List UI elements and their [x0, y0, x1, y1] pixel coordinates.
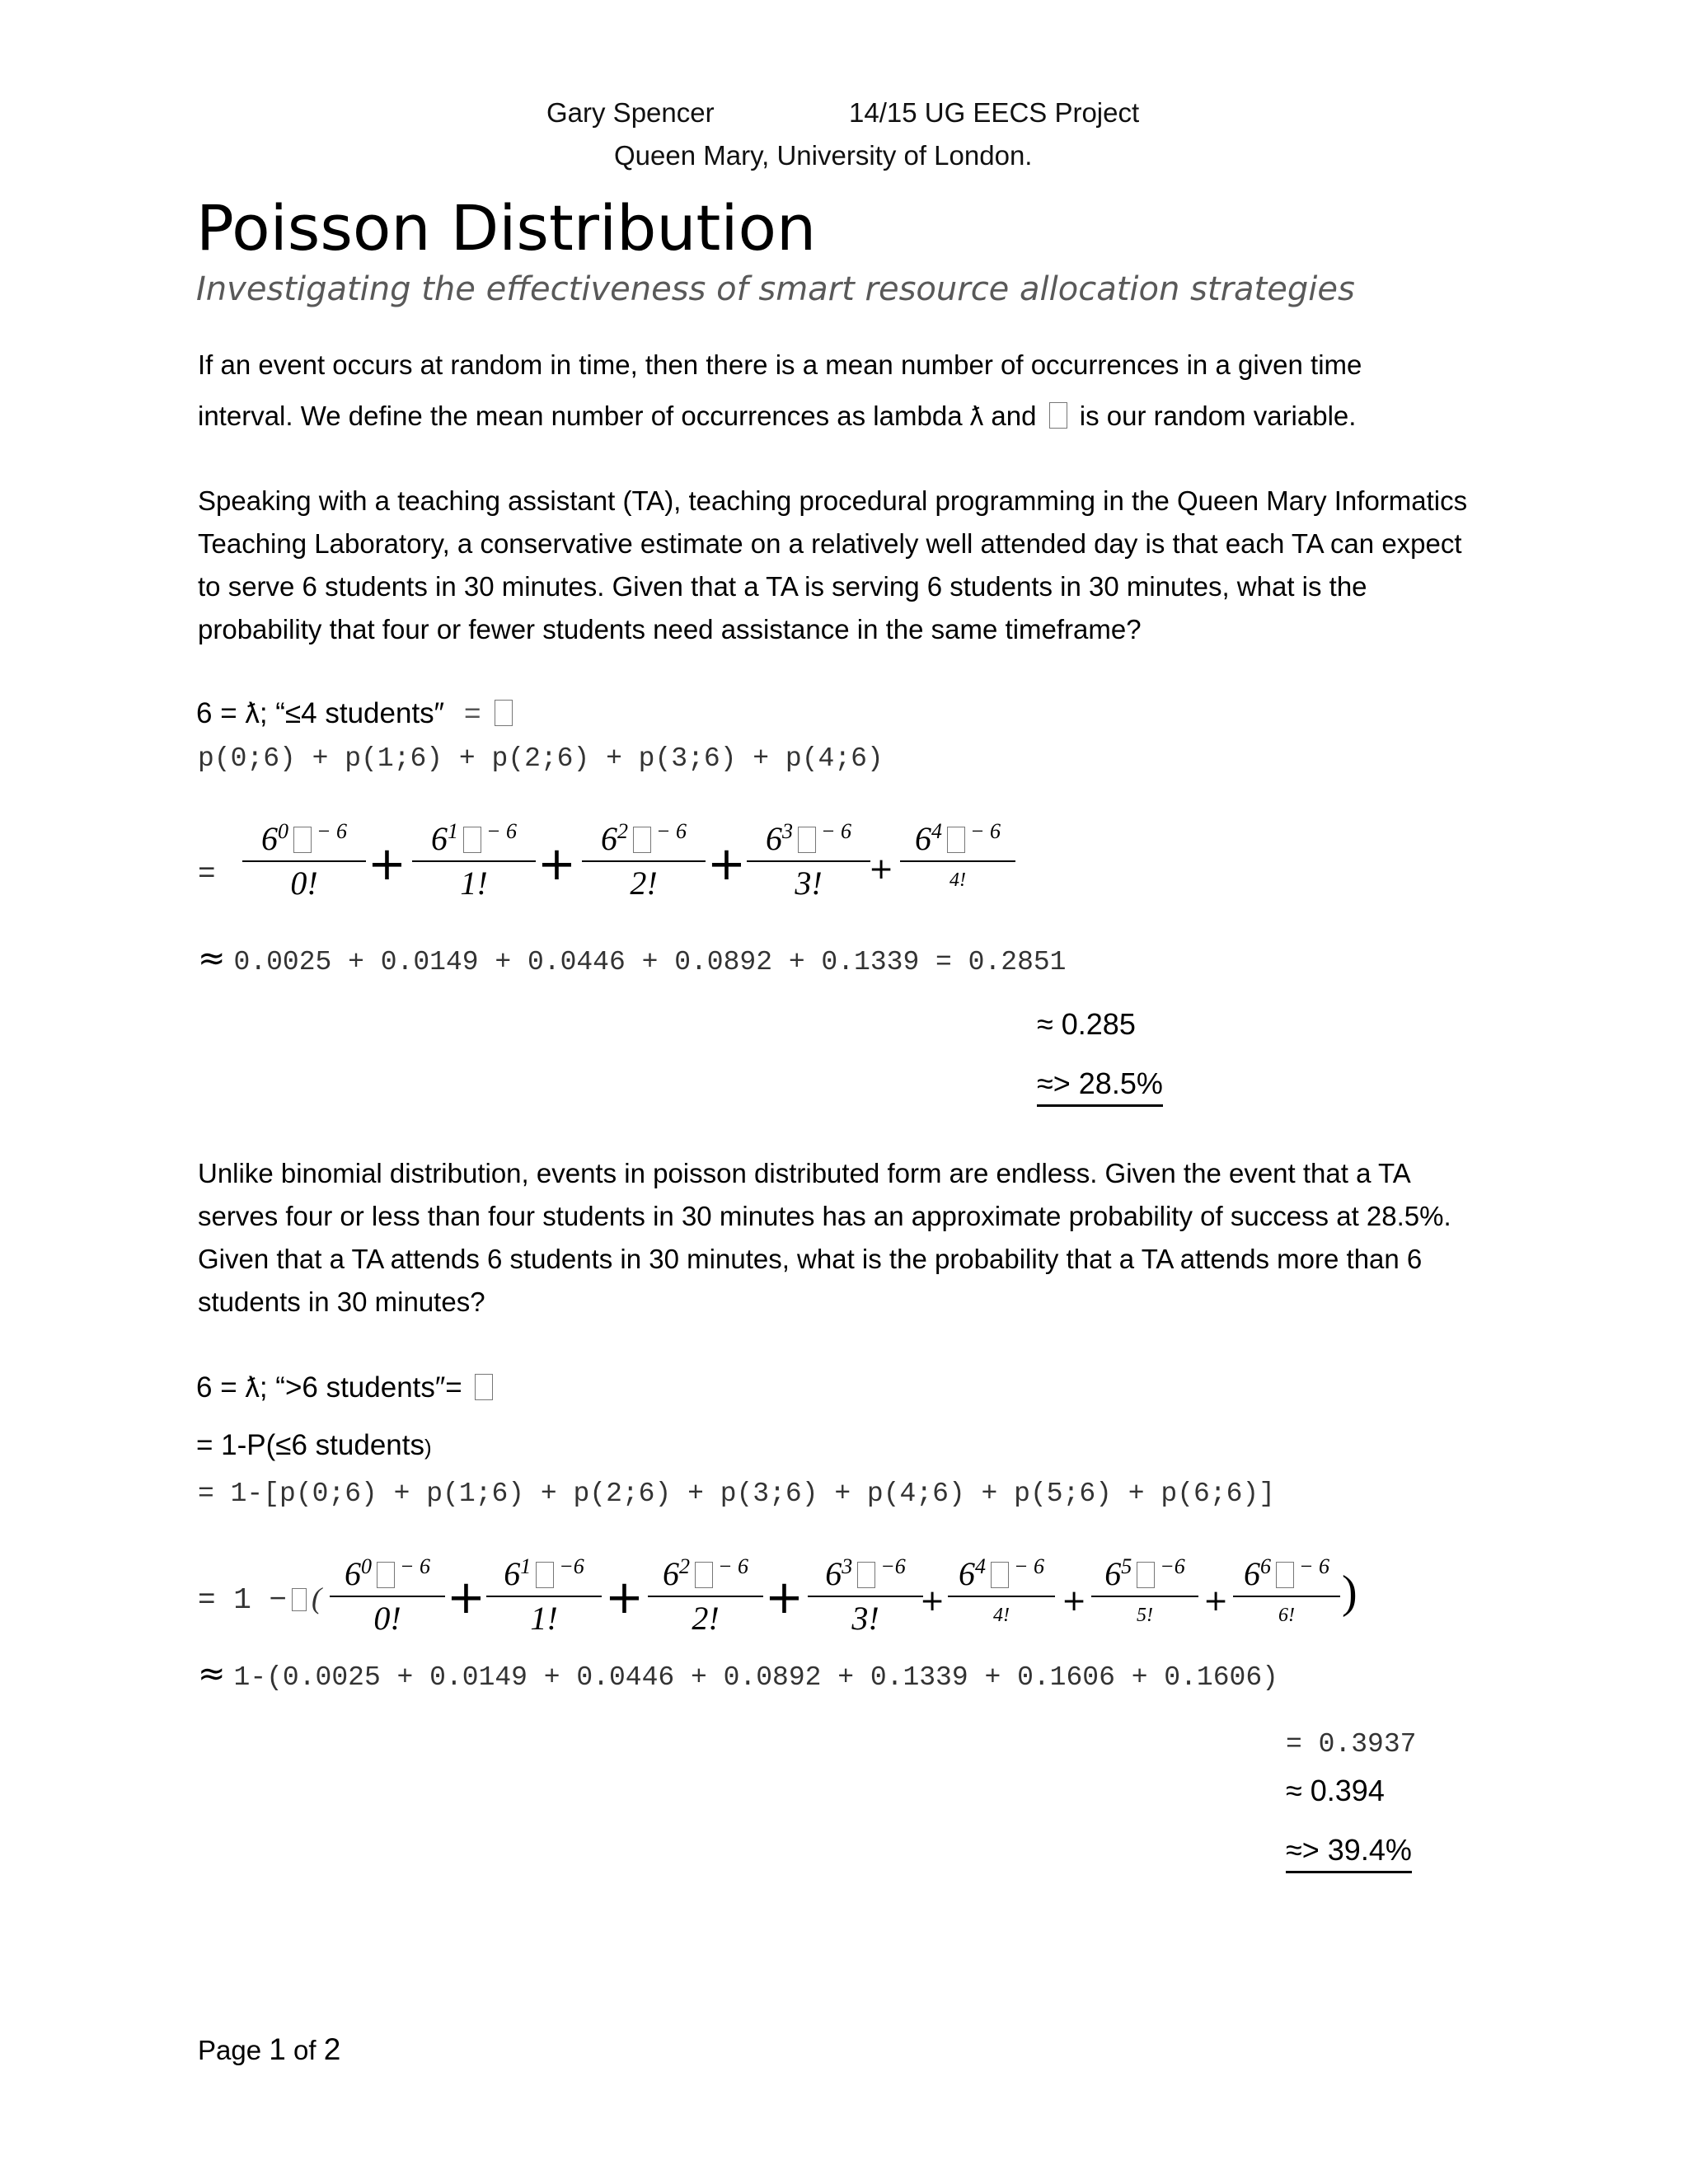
term-denominator: 4!	[993, 1605, 1010, 1626]
poisson-term-0	[242, 821, 366, 900]
project-label: 14/15 UG EECS Project	[849, 97, 1140, 128]
document-subtitle: Investigating the effectiveness of smart resource allocation strategies	[196, 270, 1355, 308]
scenario-2-approx-line	[198, 1655, 1278, 1693]
random-variable-glyph	[1049, 402, 1067, 429]
term-denominator: 1!	[460, 865, 488, 902]
page-label: Page	[198, 2035, 270, 2065]
fraction-bar	[808, 1596, 923, 1597]
euler-glyph	[857, 1562, 875, 1588]
euler-glyph	[798, 827, 816, 853]
fraction-bar	[242, 860, 366, 862]
complement-close: )	[424, 1435, 432, 1460]
term-numerator: $6^0$ $^{- 6}$	[344, 1554, 431, 1592]
fraction-bar	[330, 1596, 445, 1597]
one-minus: = 1 −	[198, 1583, 288, 1617]
approx-expression: 0.0025 + 0.0149 + 0.0446 + 0.0892 + 0.1339 = 0.2851	[233, 947, 1067, 977]
plus-sign: +	[605, 1571, 644, 1624]
intro-line-2a: interval. We define the mean number of occurrences as lambda	[198, 401, 963, 431]
event-glyph	[495, 700, 513, 726]
euler-glyph	[293, 827, 312, 853]
poisson-term-2	[648, 1556, 763, 1635]
definition-text: 6 = ƛ; “≤4 students″	[196, 697, 445, 729]
term-denominator: 1!	[530, 1600, 558, 1637]
term-denominator: 0!	[373, 1600, 401, 1637]
plus-sign: +	[1203, 1584, 1229, 1618]
institution-name: Queen Mary, University of London.	[614, 140, 1033, 171]
term-denominator: 2!	[692, 1600, 720, 1637]
complement-text: = 1-P(≤6 students	[196, 1429, 424, 1461]
euler-glyph	[633, 827, 651, 853]
plus-sign: +	[765, 1571, 804, 1624]
term-numerator: $6^3$ $^{- 6}$	[765, 819, 852, 857]
term-denominator: 0!	[290, 865, 318, 902]
approx-symbol-2: ≈	[198, 1655, 226, 1693]
plus-sign: +	[537, 837, 576, 891]
approx-expression-2: 1-(0.0025 + 0.0149 + 0.0446 + 0.0892 + 0.1339 + 0.1606 + 0.1606)	[233, 1662, 1278, 1693]
approx-symbol: ≈	[198, 940, 226, 977]
lambda-symbol: ƛ	[969, 401, 984, 431]
document-title: Poisson Distribution	[196, 191, 817, 265]
term-numerator: $6^2$ $^{- 6}$	[662, 1554, 749, 1592]
term-numerator: $6^3$ $^{-6}$	[825, 1554, 906, 1592]
poisson-term-4	[948, 1556, 1055, 1625]
euler-glyph	[463, 827, 481, 853]
term-numerator: $6^1$ $^{- 6}$	[430, 819, 518, 857]
scenario-1-rounded: ≈ 0.285	[1037, 1007, 1136, 1041]
euler-glyph	[947, 827, 965, 853]
scenario-1-paragraph: Speaking with a teaching assistant (TA), teaching procedural programming in the Queen Mary Informatics Teaching Laboratory, a conservative estimate on a relatively well attended day is that each TA can expect to serve 6 students in 30 minutes. Given that a TA is serving 6 students in 30 minutes, what is the probability that four or fewer students need assistance in the same timeframe?	[198, 485, 1468, 644]
poisson-term-6	[1233, 1556, 1340, 1625]
plus-sign: +	[869, 852, 894, 886]
intro-line-2b: and	[991, 401, 1037, 431]
plus-sign: +	[707, 837, 746, 891]
term-denominator: 3!	[795, 865, 823, 902]
page-footer	[198, 2032, 340, 2067]
intro-line-2	[198, 401, 1356, 432]
author-name: Gary Spencer	[546, 97, 715, 128]
definition-text-2: 6 = ƛ; “>6 students″=	[196, 1371, 462, 1404]
scenario-2-equals-value: = 0.3937	[1286, 1729, 1417, 1760]
term-numerator: $6^6$ $^{- 6}$	[1243, 1554, 1330, 1592]
scenario-1-sum-expression: p(0;6) + p(1;6) + p(2;6) + p(3;6) + p(4;6)	[198, 743, 884, 774]
of-label: of	[285, 2035, 324, 2065]
term-denominator: 2!	[630, 865, 658, 902]
bracket-glyph	[292, 1588, 307, 1611]
term-numerator: $6^4$ $^{- 6}$	[914, 819, 1001, 857]
term-numerator: $6^4$ $^{- 6}$	[958, 1554, 1045, 1592]
open-paren: (	[312, 1582, 322, 1615]
scenario-2-definition	[196, 1371, 498, 1404]
plus-sign: +	[368, 837, 406, 891]
scenario-2-prefix	[198, 1581, 321, 1617]
scenario-1-approx-line	[198, 940, 1066, 977]
plus-sign: +	[920, 1584, 945, 1618]
term-denominator: 3!	[851, 1600, 879, 1637]
poisson-term-1	[486, 1556, 602, 1635]
poisson-term-3	[747, 821, 870, 900]
page-number: 1	[269, 2032, 286, 2066]
term-numerator: $6^0$ $^{- 6}$	[260, 819, 348, 857]
scenario-1-percent: ≈> 28.5%	[1037, 1066, 1163, 1107]
fraction-bar	[648, 1596, 763, 1597]
euler-glyph	[1137, 1562, 1155, 1588]
plus-sign: +	[447, 1571, 485, 1624]
scenario-2-sum-expression: = 1-[p(0;6) + p(1;6) + p(2;6) + p(3;6) + p(4;6) + p(5;6) + p(6;6)]	[198, 1479, 1276, 1509]
poisson-term-5	[1091, 1556, 1198, 1625]
page-total: 2	[323, 2032, 341, 2066]
scenario-2-rounded: ≈ 0.394	[1286, 1774, 1385, 1807]
fraction-bar	[582, 860, 706, 862]
event-glyph-2	[475, 1374, 493, 1400]
scenario-1-equals: =	[198, 857, 216, 891]
scenario-2-complement	[196, 1429, 432, 1462]
poisson-term-0	[330, 1556, 445, 1635]
fraction-bar	[747, 860, 870, 862]
euler-glyph	[991, 1562, 1009, 1588]
definition-equals: =	[463, 699, 481, 732]
fraction-bar	[486, 1596, 602, 1597]
close-paren: )	[1342, 1567, 1357, 1618]
euler-glyph	[536, 1562, 554, 1588]
term-denominator: 4!	[950, 869, 966, 891]
fraction-bar	[412, 860, 536, 862]
fraction-bar	[948, 1596, 1055, 1597]
fraction-bar	[900, 860, 1015, 862]
term-numerator: $6^1$ $^{-6}$	[504, 1554, 584, 1592]
term-numerator: $6^2$ $^{- 6}$	[600, 819, 687, 857]
euler-glyph	[1276, 1562, 1294, 1588]
scenario-2-percent: ≈> 39.4%	[1286, 1833, 1412, 1873]
scenario-2-paragraph: Unlike binomial distribution, events in poisson distributed form are endless. Given the event that a TA serves four or less than four students in 30 minutes has an approximate probability of success at 28.5%. Given that a TA attends 6 students in 30 minutes, what is the probability that a TA attends more than 6 students in 30 minutes?	[198, 1158, 1451, 1317]
fraction-bar	[1233, 1596, 1340, 1597]
intro-line-2c: is our random variable.	[1079, 401, 1357, 431]
term-denominator: 6!	[1278, 1605, 1295, 1626]
fraction-bar	[1091, 1596, 1198, 1597]
term-denominator: 5!	[1137, 1605, 1153, 1626]
term-numerator: $6^5$ $^{-6}$	[1104, 1554, 1185, 1592]
euler-glyph	[377, 1562, 395, 1588]
intro-line-1: If an event occurs at random in time, then there is a mean number of occurrences in a given time	[198, 349, 1362, 380]
poisson-term-3	[808, 1556, 923, 1635]
euler-glyph	[695, 1562, 713, 1588]
poisson-term-2	[582, 821, 706, 900]
scenario-1-definition	[196, 697, 518, 732]
poisson-term-4	[900, 821, 1015, 890]
plus-sign: +	[1062, 1584, 1087, 1618]
poisson-term-1	[412, 821, 536, 900]
